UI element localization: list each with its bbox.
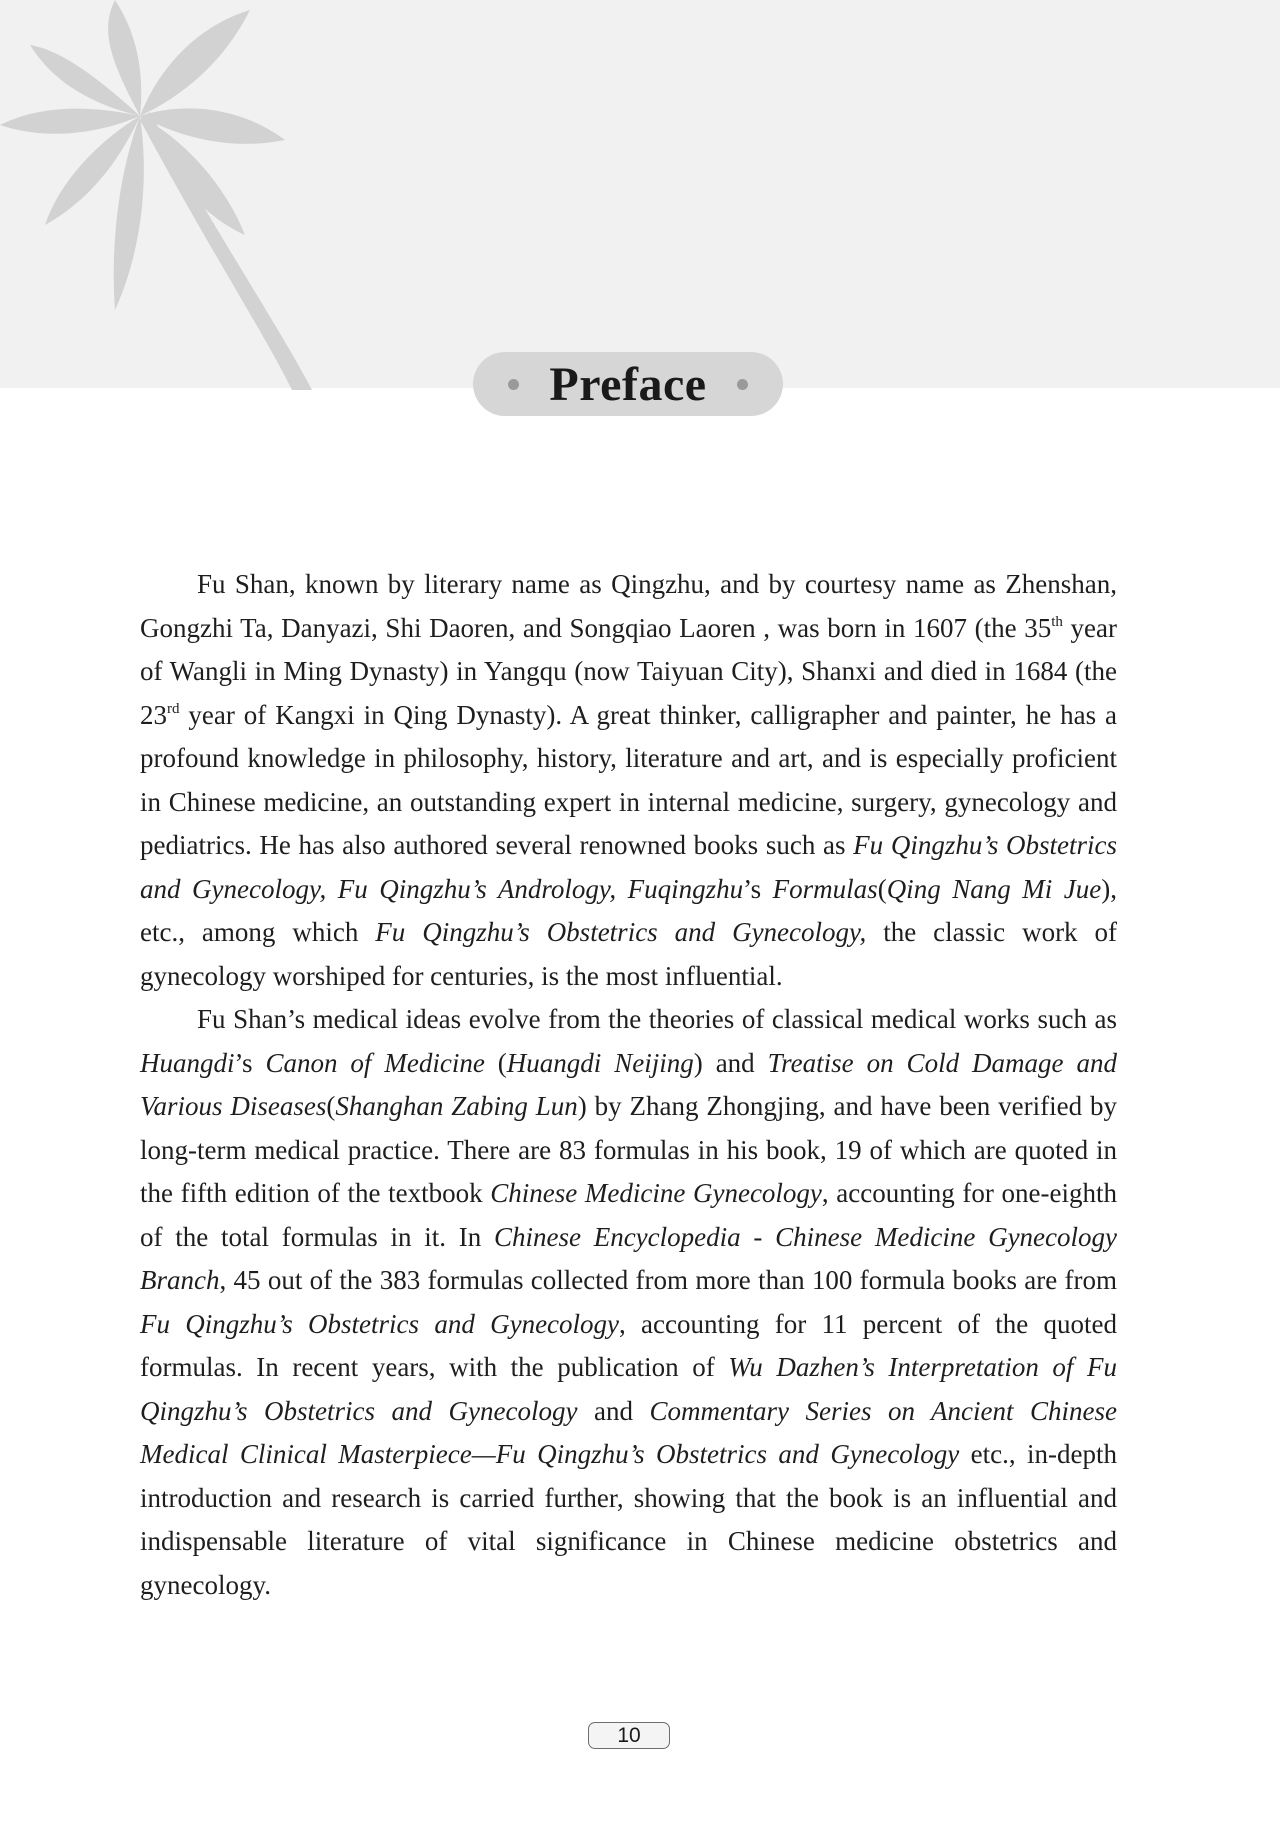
title-dot-right bbox=[737, 379, 748, 390]
page-number: 10 bbox=[588, 1722, 670, 1749]
p2-italic-1: Huangdi bbox=[140, 1047, 235, 1078]
p2-text-6: ) by Zhang Zhongjing, and have been verified by long-term medical practice. There are 83 formulas in his book, 19 of which are quoted in the fifth edition of the textbook bbox=[140, 1091, 1117, 1208]
p2-italic-2: Canon of Medicine bbox=[265, 1047, 485, 1078]
title-dot-left bbox=[508, 379, 519, 390]
p1-italic-3: Qing Nang Mi Jue bbox=[886, 873, 1102, 904]
p2-italic-8: Fu Qingzhu’s Obstetrics and Gynecology bbox=[140, 1308, 620, 1339]
p1-italic-1: Fu Qingzhu’s Obstetrics and Gynecology, Fu Qingzhu’s Andrology, Fuqingzhu bbox=[140, 830, 1118, 904]
p1-superscript-2: rd bbox=[167, 700, 180, 717]
p2-italic-7: Chinese Encyclopedia - Chinese Medicine Gynecology Branch bbox=[140, 1221, 1118, 1295]
p2-italic-9: Wu Dazhen’s Interpretation of Fu Qingzhu’s Obstetrics and Gynecology bbox=[140, 1352, 1117, 1426]
paragraph-2 bbox=[140, 998, 1117, 1607]
p2-text-1: Fu Shan’s medical ideas evolve from the theories of classical medical works such as bbox=[197, 1004, 1117, 1034]
p1-text-6: ), etc., among which bbox=[140, 873, 1117, 947]
p1-text-3: year of Kangxi in Qing Dynasty). A great thinker, calligrapher and painter, he has a profound knowledge in philosophy, history, literature and art, and is especially proficient in Chinese medicine, an outstanding expert in internal medicine, surgery, gynecology and pediatrics. He has also authored several renowned books such as bbox=[140, 699, 1117, 860]
p2-text-2: ’s bbox=[234, 1047, 266, 1078]
p1-text-4: ’s bbox=[743, 873, 773, 904]
p2-italic-4: Treatise on Cold Damage and Various Diseases bbox=[140, 1047, 1117, 1121]
p2-italic-5: Shanghan Zabing Lun bbox=[335, 1091, 578, 1121]
p2-text-3: ( bbox=[484, 1047, 507, 1078]
p1-superscript-1: th bbox=[1051, 613, 1063, 630]
paragraph-1 bbox=[140, 563, 1117, 998]
p2-text-9: , accounting for 11 percent of the quoted formulas. In recent years, with the publication of bbox=[140, 1308, 1118, 1382]
p1-text-7: the classic work of gynecology worshiped for centuries, is the most influential. bbox=[140, 917, 1117, 991]
palm-tree-icon bbox=[0, 0, 320, 390]
page-title: Preface bbox=[549, 357, 707, 411]
p2-text-4: ) and bbox=[693, 1047, 768, 1078]
p2-text-11: etc., in-depth introduction and research is carried further, showing that the book is an influential and indispensable literature of vital significance in Chinese medicine obstetrics and gynecology. bbox=[140, 1439, 1117, 1600]
title-banner bbox=[473, 352, 783, 416]
p2-text-10: and bbox=[577, 1395, 650, 1426]
p1-text-2: year of Wangli in Ming Dynasty) in Yangqu (now Taiyuan City), Shanxi and died in 1684 (the 23 bbox=[140, 612, 1117, 730]
p1-italic-4: Fu Qingzhu’s Obstetrics and Gynecology, bbox=[375, 917, 867, 947]
p1-italic-2: Formulas bbox=[772, 873, 878, 904]
body-text bbox=[140, 563, 1117, 1607]
p2-italic-10: Commentary Series on Ancient Chinese Medical Clinical Masterpiece—Fu Qingzhu’s Obstetrics and Gynecology bbox=[140, 1395, 1117, 1469]
p2-italic-3: Huangdi Neijing bbox=[506, 1047, 694, 1078]
p1-text-5: ( bbox=[877, 873, 887, 904]
p2-text-8: , 45 out of the 383 formulas collected from more than 100 formula books are from bbox=[219, 1265, 1117, 1295]
p2-text-7: , accounting for one-eighth of the total formulas in it. In bbox=[140, 1178, 1117, 1252]
p2-text-5: ( bbox=[326, 1091, 336, 1121]
p1-text-1: Fu Shan, known by literary name as Qingzhu, and by courtesy name as Zhenshan, Gongzhi Ta, Danyazi, Shi Daoren, and Songqiao Laoren , was born in 1607 (the 35 bbox=[140, 569, 1117, 643]
p2-italic-6: Chinese Medicine Gynecology bbox=[490, 1178, 822, 1208]
